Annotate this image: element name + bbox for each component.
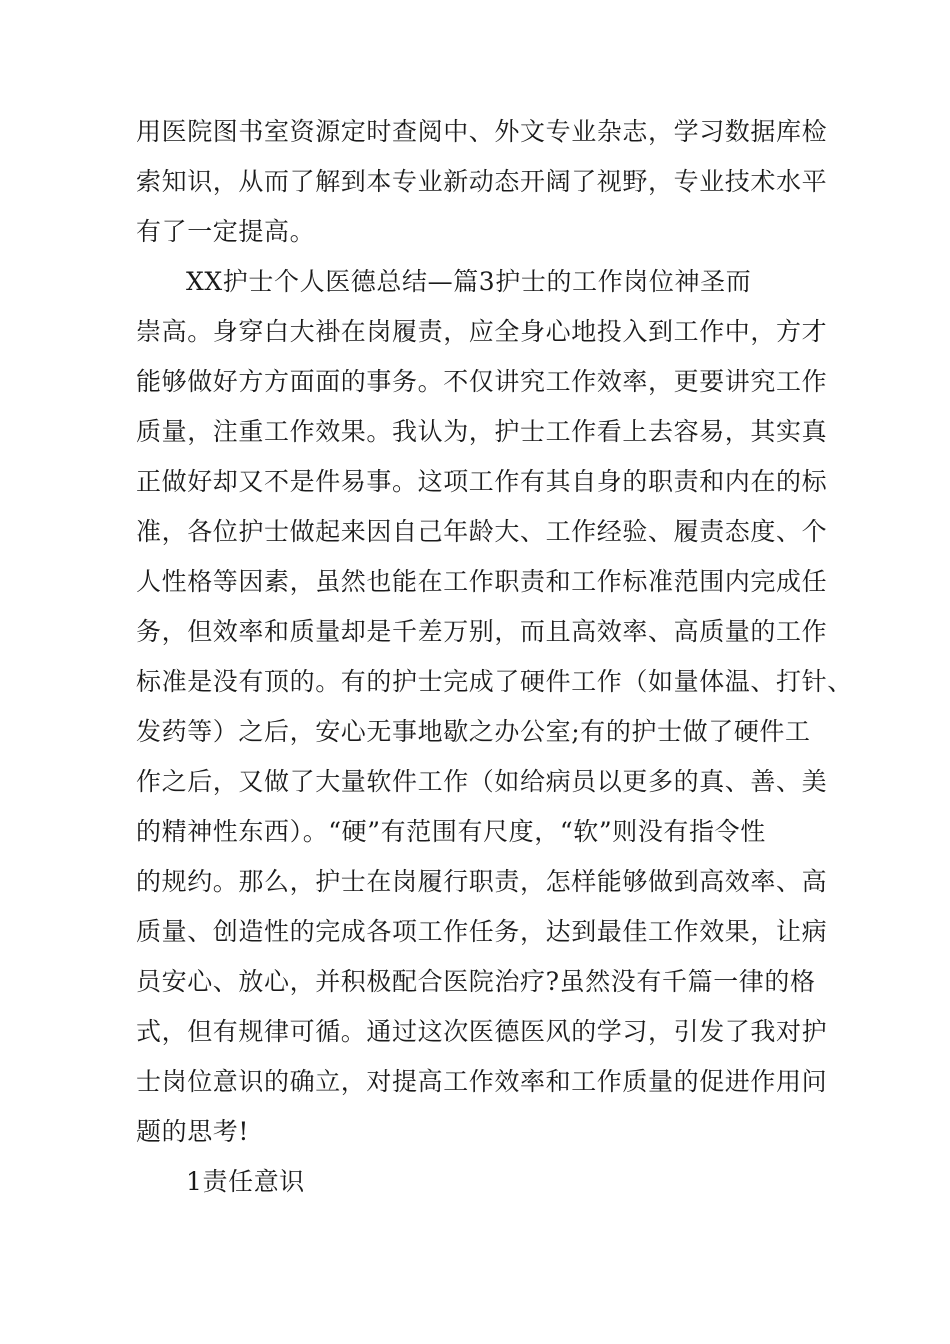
- paragraph-line: 的精神性东西）。“硬”有范围有尺度，“软”则没有指令性: [136, 817, 766, 846]
- paragraph-line: 能够做好方方面面的事务。不仅讲究工作效率，更要讲究工作: [136, 367, 828, 396]
- paragraph-line: 人性格等因素，虽然也能在工作职责和工作标准范围内完成任: [136, 567, 828, 596]
- paragraph-line: 标准是没有顶的。有的护士完成了硬件工作（如量体温、打针、: [136, 667, 853, 696]
- paragraph-line: 质量，注重工作效果。我认为，护士工作看上去容易，其实真: [136, 417, 828, 446]
- paragraph-line: 有了一定提高。: [136, 217, 316, 246]
- paragraph-line: 质量、创造性的完成各项工作任务，达到最佳工作效果，让病: [136, 917, 828, 946]
- section-heading: 1责任意识: [186, 1167, 305, 1196]
- paragraph-line: 作之后，又做了大量软件工作（如给病员以更多的真、善、美: [136, 767, 828, 796]
- paragraph-line: 正做好却又不是件易事。这项工作有其自身的职责和内在的标: [136, 467, 828, 496]
- paragraph-line: 的规约。那么，护士在岗履行职责，怎样能够做到高效率、高: [136, 867, 828, 896]
- paragraph-line: 式，但有规律可循。通过这次医德医风的学习，引发了我对护: [136, 1017, 828, 1046]
- paragraph-line: 员安心、放心，并积极配合医院治疗?虽然没有千篇一律的格: [136, 967, 816, 996]
- paragraph-line: 发药等）之后，安心无事地歇之办公室;有的护士做了硬件工: [136, 717, 811, 746]
- paragraph-line: 士岗位意识的确立，对提高工作效率和工作质量的促进作用问: [136, 1067, 828, 1096]
- paragraph-line: 崇高。身穿白大褂在岗履责，应全身心地投入到工作中，方才: [136, 317, 828, 346]
- paragraph-line: 题的思考!: [136, 1117, 250, 1146]
- section-heading-line: XX护士个人医德总结—篇3护士的工作岗位神圣而: [186, 267, 752, 296]
- paragraph-line: 用医院图书室资源定时查阅中、外文专业杂志，学习数据库检: [136, 117, 828, 146]
- paragraph-line: 务，但效率和质量却是千差万别，而且高效率、高质量的工作: [136, 617, 828, 646]
- paragraph-line: 准，各位护士做起来因自己年龄大、工作经验、履责态度、个: [136, 517, 828, 546]
- paragraph-line: 索知识，从而了解到本专业新动态开阔了视野，专业技术水平: [136, 167, 828, 196]
